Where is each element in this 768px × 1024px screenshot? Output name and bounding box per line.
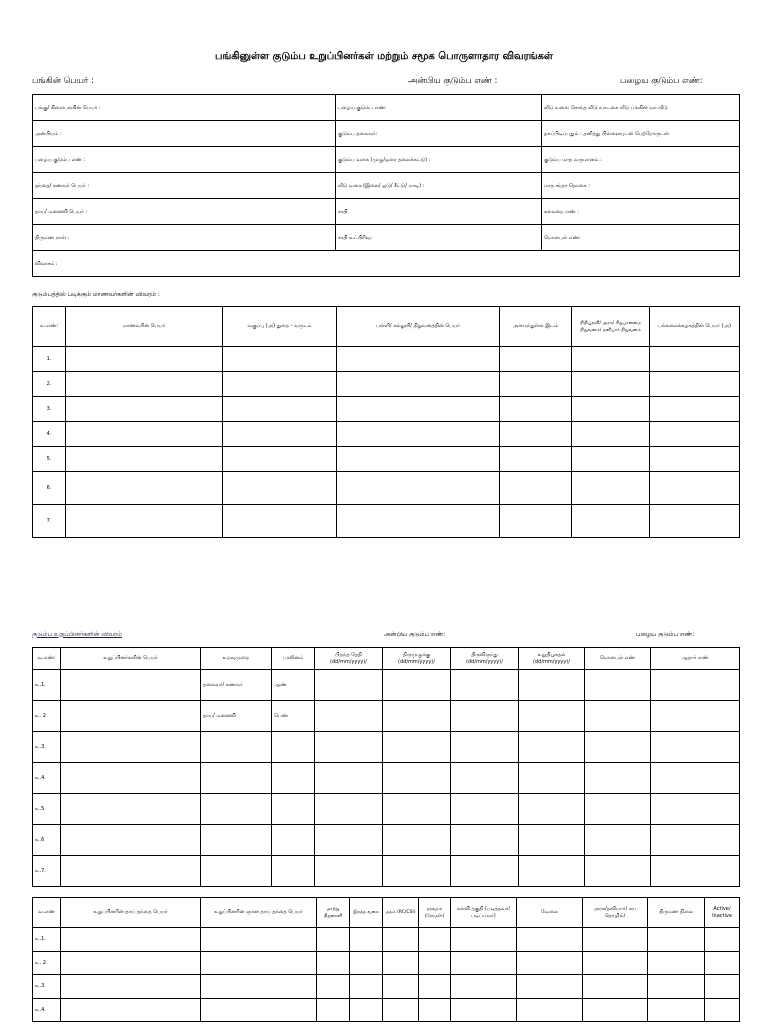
member2-cell[interactable]	[451, 975, 517, 999]
member-cell[interactable]	[315, 794, 383, 825]
member-cell[interactable]	[201, 794, 272, 825]
member2-cell[interactable]	[419, 951, 451, 975]
member-cell[interactable]	[315, 701, 383, 732]
info-field[interactable]: தந்தை/ கணவர் பெயர் :	[33, 173, 336, 199]
member-cell[interactable]: பெண்	[272, 701, 315, 732]
student-cell[interactable]	[650, 397, 740, 422]
info-field[interactable]: குடும்ப தலைவர்:	[336, 121, 542, 147]
table-row	[33, 701, 740, 732]
members2-header-cell: மதம் (RC/CSI)	[383, 898, 419, 928]
member-cell[interactable]	[383, 732, 451, 763]
member2-cell[interactable]	[317, 928, 350, 952]
member-cell[interactable]	[585, 701, 651, 732]
info-field[interactable]: பழைய குடும்ப எண்:	[336, 95, 542, 121]
members2-header-cell: மாற்று திறனாளி	[317, 898, 350, 928]
member-cell[interactable]	[272, 794, 315, 825]
student-cell[interactable]	[572, 422, 650, 447]
member2-cell[interactable]	[648, 928, 705, 952]
member2-cell[interactable]	[61, 951, 201, 975]
students-header-cell: பல்கலைக்கழகத்தின் பெயர் (அ)	[650, 307, 740, 347]
members2-header-cell: திருமண நிலை	[648, 898, 705, 928]
member-cell[interactable]	[651, 794, 740, 825]
table-row	[33, 856, 740, 887]
info-row	[33, 173, 740, 199]
member2-cell[interactable]	[648, 975, 705, 999]
member-cell[interactable]	[315, 670, 383, 701]
row-number: உ.3.	[33, 975, 61, 999]
student-cell[interactable]	[650, 422, 740, 447]
member-cell[interactable]	[651, 732, 740, 763]
member-cell[interactable]	[201, 856, 272, 887]
members2-header-cell: தரவரம் (ரோம/ஈ)	[419, 898, 451, 928]
students-header-cell: நிதியுதவி/ அரசு/ சிறுபான்மை நிறுவனம்/ தனியார் நிறுவனம்	[572, 307, 650, 347]
members-anbiya-no-label: அன்பிய குடும்ப எண்:	[384, 631, 446, 638]
student-cell[interactable]	[650, 447, 740, 472]
member-cell[interactable]	[383, 825, 451, 856]
info-field[interactable]: திருமண நாள் :	[33, 225, 336, 251]
member2-cell[interactable]	[317, 975, 350, 999]
student-cell[interactable]	[500, 472, 572, 505]
member-cell[interactable]	[451, 701, 519, 732]
member2-cell[interactable]	[517, 998, 583, 1022]
member2-cell[interactable]	[419, 975, 451, 999]
student-cell[interactable]	[223, 397, 337, 422]
row-number: உ.4.	[33, 998, 61, 1022]
member-cell[interactable]	[585, 856, 651, 887]
member-cell[interactable]	[651, 701, 740, 732]
students-header-cell: வ.எண்:	[33, 307, 66, 347]
members2-header-cell: அரசு/தனியார்/ சுய தொழில்/	[583, 898, 648, 928]
member2-cell[interactable]	[383, 975, 419, 999]
students-header-cell: மாணவரின் பெயர்	[66, 307, 223, 347]
students-header-cell: வகுப்பு (அ) துறை - வருடம்	[223, 307, 337, 347]
student-cell[interactable]	[66, 422, 223, 447]
members-header-cell: உறவுமுறை	[201, 648, 272, 670]
member-cell[interactable]	[315, 732, 383, 763]
member-cell[interactable]	[585, 763, 651, 794]
table-row	[33, 998, 740, 1022]
student-cell[interactable]	[650, 347, 740, 372]
info-field[interactable]: தாய்/ மனைவி பெயர் :	[33, 199, 336, 225]
member-cell[interactable]	[315, 856, 383, 887]
row-number: 5.	[33, 447, 66, 472]
member2-cell[interactable]	[317, 951, 350, 975]
member-cell[interactable]	[383, 701, 451, 732]
row-number: உ. 2.	[33, 951, 61, 975]
info-row	[33, 95, 740, 121]
member-cell[interactable]	[519, 732, 585, 763]
table-row	[33, 670, 740, 701]
student-cell[interactable]	[572, 397, 650, 422]
members-header-cell: திருமுழுக்கு (dd/mm/yyyy)/	[383, 648, 451, 670]
info-field[interactable]: குடும்ப வகை (முழு/ஒரை தலைக்கட்டு) :	[336, 147, 542, 173]
info-field[interactable]: பழைய குடும்ப எண் :	[33, 147, 336, 173]
member-cell[interactable]	[61, 856, 201, 887]
member2-cell[interactable]	[350, 998, 383, 1022]
student-cell[interactable]	[650, 472, 740, 505]
student-cell[interactable]	[223, 472, 337, 505]
member-cell[interactable]	[383, 794, 451, 825]
info-field[interactable]: தகப்பிடிப்பதும் : தனித்து பிள்ளையுடன் பெற்றோருடன்	[542, 121, 740, 147]
student-cell[interactable]	[337, 397, 500, 422]
member2-cell[interactable]	[583, 928, 648, 952]
anbiya-no-label: அன்பிய குடும்ப எண் :	[408, 76, 498, 86]
table-row	[33, 825, 740, 856]
member2-cell[interactable]	[583, 951, 648, 975]
member-cell[interactable]	[383, 670, 451, 701]
student-cell[interactable]	[572, 472, 650, 505]
student-cell[interactable]	[500, 422, 572, 447]
info-row	[33, 147, 740, 173]
member-cell[interactable]	[519, 763, 585, 794]
members2-header-cell: இரத்த வகை	[350, 898, 383, 928]
member2-cell[interactable]	[350, 951, 383, 975]
table-row	[33, 422, 740, 447]
table-row	[33, 951, 740, 975]
members-header-cell: வ.எண்:	[33, 648, 61, 670]
member-cell[interactable]	[315, 825, 383, 856]
member-cell[interactable]	[519, 701, 585, 732]
member2-cell[interactable]	[517, 975, 583, 999]
student-cell[interactable]	[650, 505, 740, 538]
member-cell[interactable]	[61, 794, 201, 825]
member2-cell[interactable]	[317, 998, 350, 1022]
members-header-cell: பிறந்த தேதி (dd/mm/yyyy)/	[315, 648, 383, 670]
student-cell[interactable]	[337, 347, 500, 372]
page-title: பங்கினுள்ள குடும்ப உறுப்பினர்கள் மற்றும் சமூக பொருளாதார விவரங்கள்	[215, 51, 553, 62]
member-cell[interactable]	[451, 856, 519, 887]
member2-cell[interactable]	[419, 998, 451, 1022]
row-number: 1.	[33, 347, 66, 372]
member2-cell[interactable]	[350, 928, 383, 952]
members2-header-cell: வ.எண்	[33, 898, 61, 928]
member-cell[interactable]	[585, 825, 651, 856]
member-cell[interactable]	[383, 856, 451, 887]
member2-cell[interactable]	[201, 951, 317, 975]
table-row	[33, 763, 740, 794]
student-cell[interactable]	[337, 472, 500, 505]
table-row	[33, 928, 740, 952]
row-number: உ.6	[33, 825, 61, 856]
member2-cell[interactable]	[705, 998, 740, 1022]
member2-cell[interactable]	[517, 928, 583, 952]
member-cell[interactable]	[201, 825, 272, 856]
member-cell[interactable]	[201, 732, 272, 763]
members2-header-cell: Active/ Inactive	[705, 898, 740, 928]
student-cell[interactable]	[66, 397, 223, 422]
row-number: உ.3.	[33, 732, 61, 763]
row-number: உ.5.	[33, 794, 61, 825]
member2-cell[interactable]	[61, 998, 201, 1022]
member-cell[interactable]	[451, 763, 519, 794]
member-cell[interactable]	[519, 794, 585, 825]
member-cell[interactable]: தலைவர்/ கணவர்	[201, 670, 272, 701]
table-row	[33, 347, 740, 372]
student-cell[interactable]	[500, 505, 572, 538]
member-cell[interactable]	[315, 763, 383, 794]
info-field[interactable]: சாதி உட்பிரிவு:	[336, 225, 542, 251]
members-old-family-no-label: பழைய குடும்ப எண்:	[636, 631, 695, 638]
member-cell[interactable]	[651, 670, 740, 701]
member2-cell[interactable]	[583, 975, 648, 999]
student-cell[interactable]	[337, 505, 500, 538]
student-cell[interactable]	[337, 447, 500, 472]
student-cell[interactable]	[223, 422, 337, 447]
members2-header-cell: கல்வி தகுதி (படித்தவர்/ படிப்பவர்)	[451, 898, 517, 928]
members-table	[32, 647, 740, 887]
member-cell[interactable]	[451, 670, 519, 701]
row-number: உ. 2	[33, 701, 61, 732]
member2-cell[interactable]	[451, 928, 517, 952]
members-section-label: குடும்ப உறுப்பினர்களின் விவரம்	[32, 631, 122, 638]
table-row	[33, 794, 740, 825]
old-family-no-label: பழைய குடும்ப எண்:	[620, 76, 703, 86]
table-row	[33, 472, 740, 505]
member-cell[interactable]	[451, 732, 519, 763]
student-cell[interactable]	[66, 372, 223, 397]
info-field[interactable]: வீடு வகை (இலை/ ஓடு/ சீட்டு/ மாடி) :	[336, 173, 542, 199]
member-cell[interactable]	[651, 763, 740, 794]
member2-cell[interactable]	[201, 998, 317, 1022]
member-cell[interactable]	[383, 763, 451, 794]
student-cell[interactable]	[66, 447, 223, 472]
row-number: 6.	[33, 472, 66, 505]
family-info-table	[32, 94, 740, 277]
student-cell[interactable]	[66, 347, 223, 372]
student-cell[interactable]	[500, 347, 572, 372]
member2-cell[interactable]	[419, 928, 451, 952]
member2-cell[interactable]	[517, 951, 583, 975]
member2-cell[interactable]	[451, 998, 517, 1022]
members-header-cell: உறுதிபூசுதல் (dd/mm/yyyy)/	[519, 648, 585, 670]
info-field[interactable]: குடும்ப மாத வருமானம் :	[542, 147, 740, 173]
members-header-cell: திருவிருந்து (dd/mm/yyyy)/	[451, 648, 519, 670]
info-field[interactable]: வீடு வகை: சொந்த வீடு வாடகை வீடு பங்கின் வா.வீடு	[542, 95, 740, 121]
info-row	[33, 199, 740, 225]
member2-cell[interactable]	[648, 951, 705, 975]
member-cell[interactable]	[519, 825, 585, 856]
member-cell[interactable]	[651, 825, 740, 856]
row-number: 3.	[33, 397, 66, 422]
address-field[interactable]: விலாசம் :	[33, 251, 740, 277]
row-number: உ.7.	[33, 856, 61, 887]
info-field[interactable]: அன்பியம் :	[33, 121, 336, 147]
table-row	[33, 397, 740, 422]
parish-name-label: பங்கின் பெயர் :	[32, 76, 94, 86]
info-field[interactable]: கல்லறை எண் :	[542, 199, 740, 225]
member2-cell[interactable]	[201, 975, 317, 999]
member-cell[interactable]: ஆண்	[272, 670, 315, 701]
table-row	[33, 975, 740, 999]
member-cell[interactable]	[651, 856, 740, 887]
info-field[interactable]: மாத சந்தா தொகை :	[542, 173, 740, 199]
student-cell[interactable]	[650, 372, 740, 397]
student-cell[interactable]	[223, 347, 337, 372]
members-header-cell: மொபைல் எண்	[585, 648, 651, 670]
member-cell[interactable]	[519, 670, 585, 701]
student-cell[interactable]	[500, 397, 572, 422]
info-field[interactable]: மொபைல் எண்:	[542, 225, 740, 251]
row-number: 4.	[33, 422, 66, 447]
member2-cell[interactable]	[350, 975, 383, 999]
students-section-label: குடும்பத்தில் படிக்கும் மாணவர்களின் விவரம் :	[32, 291, 160, 298]
info-row	[33, 121, 740, 147]
table-row	[33, 505, 740, 538]
member-cell[interactable]	[272, 825, 315, 856]
info-field[interactable]: பங்கு/ கிளைபங்கின் பெயர் :	[33, 95, 336, 121]
member2-cell[interactable]	[201, 928, 317, 952]
table-row	[33, 372, 740, 397]
student-cell[interactable]	[572, 505, 650, 538]
student-cell[interactable]	[223, 505, 337, 538]
row-number: உ.1.	[33, 670, 61, 701]
student-cell[interactable]	[337, 372, 500, 397]
member-cell[interactable]	[519, 856, 585, 887]
info-row	[33, 225, 740, 251]
table-row	[33, 732, 740, 763]
member2-cell[interactable]	[61, 975, 201, 999]
member-cell[interactable]: தாய்/ மனைவி	[201, 701, 272, 732]
members-extra-table	[32, 897, 740, 1022]
members-header-cell: உறுப்பினர்களின் பெயர்	[61, 648, 201, 670]
member-cell[interactable]	[585, 670, 651, 701]
student-cell[interactable]	[500, 447, 572, 472]
student-cell[interactable]	[66, 505, 223, 538]
member-cell[interactable]	[272, 763, 315, 794]
row-number: உ.4.	[33, 763, 61, 794]
students-header-cell: அமைந்துள்ள இடம்	[500, 307, 572, 347]
member-cell[interactable]	[585, 732, 651, 763]
member-cell[interactable]	[272, 732, 315, 763]
member-cell[interactable]	[585, 794, 651, 825]
student-cell[interactable]	[223, 447, 337, 472]
table-row	[33, 447, 740, 472]
member-cell[interactable]	[61, 763, 201, 794]
student-cell[interactable]	[572, 372, 650, 397]
member2-cell[interactable]	[383, 951, 419, 975]
member-cell[interactable]	[201, 763, 272, 794]
member2-cell[interactable]	[61, 928, 201, 952]
member2-cell[interactable]	[383, 998, 419, 1022]
students-header-cell: பள்ளி/ கல்லூரி/ நிறுவனத்தின் பெயர்	[337, 307, 500, 347]
student-cell[interactable]	[572, 447, 650, 472]
member-cell[interactable]	[61, 825, 201, 856]
member-cell[interactable]	[61, 701, 201, 732]
row-number: 7.	[33, 505, 66, 538]
members-header-cell: ஆதார் எண்	[651, 648, 740, 670]
members2-header-cell: உறுப்பினரின் ஞான தாய் தந்தை பெயர்	[201, 898, 317, 928]
student-cell[interactable]	[572, 347, 650, 372]
member2-cell[interactable]	[583, 998, 648, 1022]
info-field[interactable]: சாதி	[336, 199, 542, 225]
member2-cell[interactable]	[705, 975, 740, 999]
members-header-cell: பாலினம்	[272, 648, 315, 670]
member-cell[interactable]	[61, 732, 201, 763]
row-number: 2.	[33, 372, 66, 397]
member-cell[interactable]	[272, 856, 315, 887]
member-cell[interactable]	[61, 670, 201, 701]
student-cell[interactable]	[500, 372, 572, 397]
student-cell[interactable]	[223, 372, 337, 397]
row-number: உ.1.	[33, 928, 61, 952]
members2-header-cell: வேலை	[517, 898, 583, 928]
members2-header-cell: உறுப்பினரின் தாய் தந்தை பெயர்	[61, 898, 201, 928]
member-cell[interactable]	[451, 794, 519, 825]
member2-cell[interactable]	[705, 951, 740, 975]
member2-cell[interactable]	[451, 951, 517, 975]
member2-cell[interactable]	[705, 928, 740, 952]
students-table	[32, 306, 740, 538]
member2-cell[interactable]	[383, 928, 419, 952]
student-cell[interactable]	[337, 422, 500, 447]
member-cell[interactable]	[451, 825, 519, 856]
member2-cell[interactable]	[648, 998, 705, 1022]
student-cell[interactable]	[66, 472, 223, 505]
